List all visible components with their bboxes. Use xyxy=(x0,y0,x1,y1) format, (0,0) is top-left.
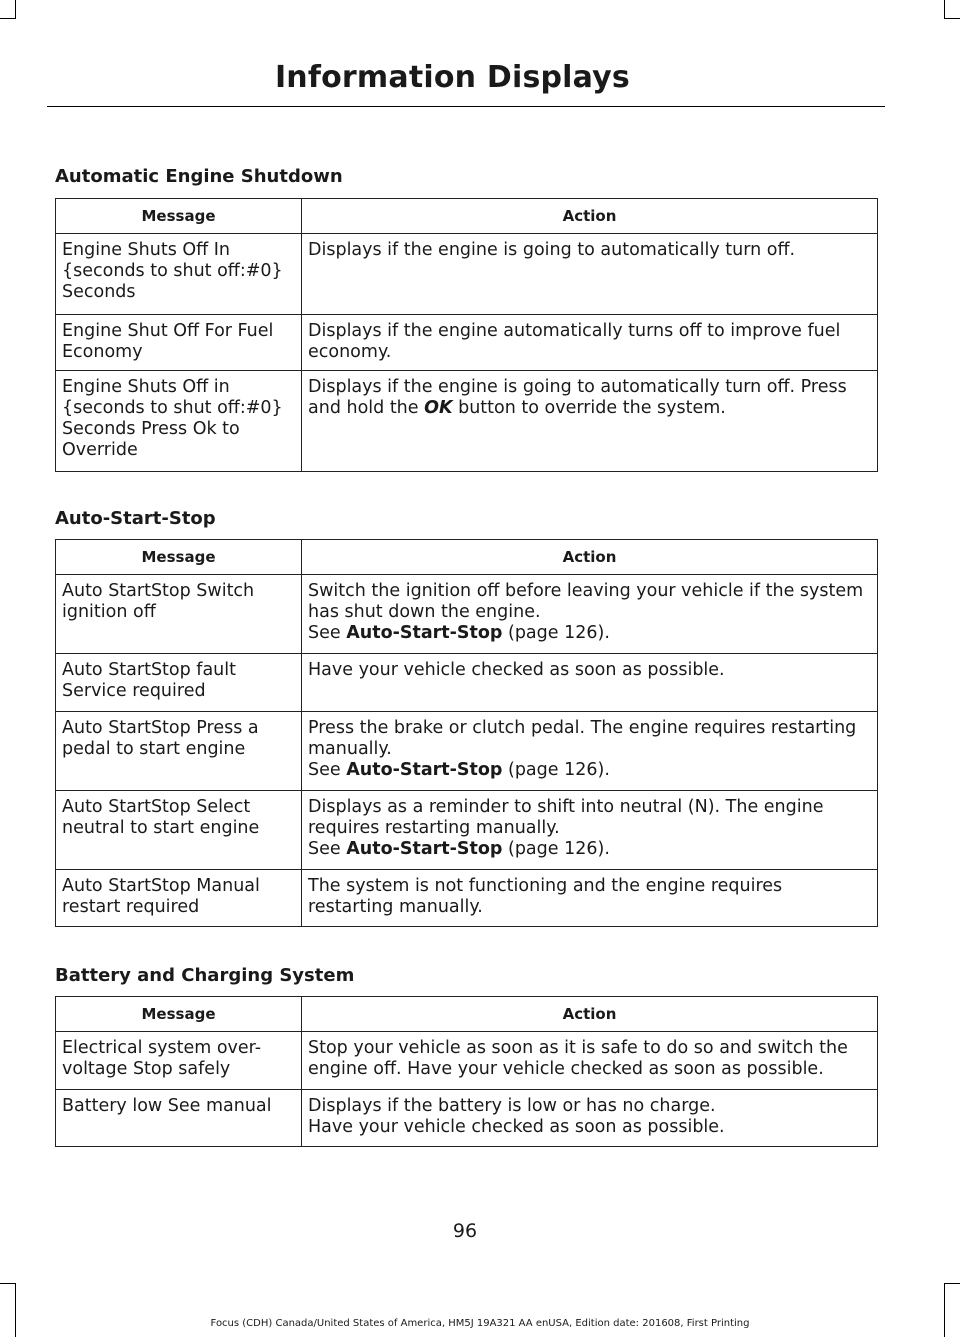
table-row xyxy=(56,575,878,654)
message-cell: Electrical system over-voltage Stop safely xyxy=(56,1032,302,1090)
page-reference: (page 126). xyxy=(502,623,610,643)
message-cell: Engine Shut Off For Fuel Economy xyxy=(56,315,302,371)
action-cell: Stop your vehicle as soon as it is safe to do so and switch the engine off. Have your vehicle checked as soon as possible. xyxy=(302,1032,878,1090)
crop-mark xyxy=(0,1283,16,1284)
page-number: 96 xyxy=(452,1220,478,1242)
column-header-action: Action xyxy=(302,997,878,1032)
table-row xyxy=(56,315,878,371)
column-header-action: Action xyxy=(302,199,878,234)
action-cell: Displays if the engine automatically turns off to improve fuel economy. xyxy=(302,315,878,371)
section-title-automatic-engine-shutdown: Automatic Engine Shutdown xyxy=(55,166,343,187)
column-header-message: Message xyxy=(56,199,302,234)
action-text: Press the brake or clutch pedal. The engine requires restarting manually. xyxy=(308,718,857,759)
message-cell: Auto StartStop Switch ignition off xyxy=(56,575,302,654)
crop-mark xyxy=(944,0,945,18)
table-automatic-engine-shutdown xyxy=(55,198,878,472)
action-text: Have your vehicle checked as soon as possible. xyxy=(308,1117,725,1137)
action-cell xyxy=(302,791,878,870)
table-row xyxy=(56,712,878,791)
action-text: Switch the ignition off before leaving your vehicle if the system has shut down the engine. xyxy=(308,581,864,622)
message-cell: Engine Shuts Off In {seconds to shut off:#0} Seconds xyxy=(56,234,302,315)
table-header-row xyxy=(56,540,878,575)
table-row xyxy=(56,234,878,315)
page-reference: (page 126). xyxy=(502,760,610,780)
section-title-battery-and-charging-system: Battery and Charging System xyxy=(55,965,355,986)
cross-reference-link[interactable]: Auto-Start-Stop xyxy=(346,623,503,643)
page-reference: (page 126). xyxy=(502,839,610,859)
table-row xyxy=(56,1090,878,1147)
column-header-action: Action xyxy=(302,540,878,575)
table-auto-start-stop xyxy=(55,539,878,927)
cross-reference-link[interactable]: Auto-Start-Stop xyxy=(346,839,503,859)
crop-mark xyxy=(944,18,960,19)
see-text: See xyxy=(308,839,347,859)
section-title-auto-start-stop: Auto-Start-Stop xyxy=(55,508,216,529)
table-row xyxy=(56,870,878,927)
action-cell: Have your vehicle checked as soon as possible. xyxy=(302,654,878,712)
message-cell: Engine Shuts Off in {seconds to shut off:#0} Seconds Press Ok to Override xyxy=(56,371,302,472)
action-text: button to override the system. xyxy=(452,398,726,418)
footer-text: Focus (CDH) Canada/United States of America, HM5J 19A321 AA enUSA, Edition date: 201608, First Printing xyxy=(210,1318,750,1329)
table-row xyxy=(56,1032,878,1090)
column-header-message: Message xyxy=(56,540,302,575)
table-row xyxy=(56,371,878,472)
page-title: Information Displays xyxy=(274,60,630,95)
table-battery-and-charging-system xyxy=(55,996,878,1147)
action-text: Displays if the battery is low or has no charge. xyxy=(308,1096,716,1116)
message-cell: Auto StartStop Manual restart required xyxy=(56,870,302,927)
action-cell xyxy=(302,371,878,472)
message-cell: Auto StartStop Press a pedal to start engine xyxy=(56,712,302,791)
action-cell: The system is not functioning and the engine requires restarting manually. xyxy=(302,870,878,927)
action-cell xyxy=(302,712,878,791)
crop-mark xyxy=(944,1283,960,1284)
message-cell: Battery low See manual xyxy=(56,1090,302,1147)
ok-button-label: OK xyxy=(424,398,453,418)
header-divider xyxy=(47,106,885,107)
table-row xyxy=(56,791,878,870)
action-text: Displays as a reminder to shift into neutral (N). The engine requires restarting manually. xyxy=(308,797,824,838)
message-cell: Auto StartStop fault Service required xyxy=(56,654,302,712)
table-row xyxy=(56,654,878,712)
crop-mark xyxy=(0,18,16,19)
table-header-row xyxy=(56,199,878,234)
crop-mark xyxy=(15,0,16,18)
see-text: See xyxy=(308,623,347,643)
action-cell xyxy=(302,1090,878,1147)
table-header-row xyxy=(56,997,878,1032)
see-text: See xyxy=(308,760,347,780)
action-cell: Displays if the engine is going to automatically turn off. xyxy=(302,234,878,315)
cross-reference-link[interactable]: Auto-Start-Stop xyxy=(346,760,503,780)
action-cell xyxy=(302,575,878,654)
column-header-message: Message xyxy=(56,997,302,1032)
message-cell: Auto StartStop Select neutral to start engine xyxy=(56,791,302,870)
action-text: Displays if the engine is going to automatically turn off. Press and hold the xyxy=(308,377,847,418)
